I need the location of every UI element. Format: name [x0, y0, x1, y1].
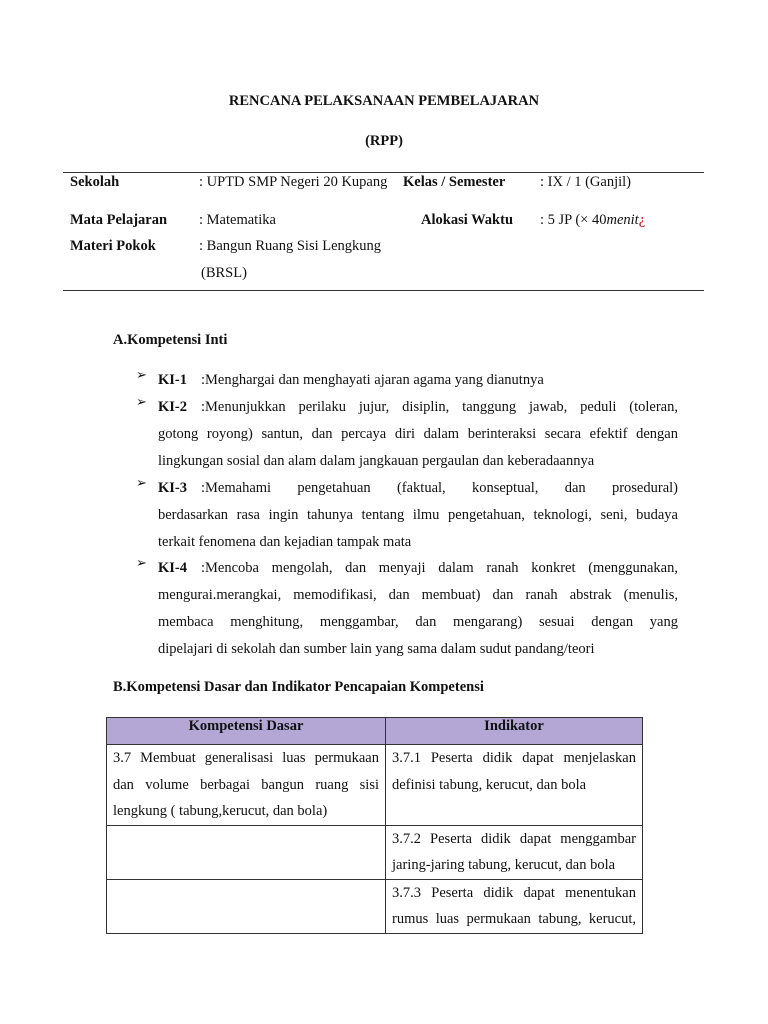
alokasi-times: × 40 — [580, 212, 607, 228]
ki-text: :Memahami pengetahuan (faktual, konseptual, dan prosedural) — [201, 480, 678, 496]
kd-line: 3.7 Membuat generalisasi luas permukaan — [113, 750, 379, 766]
ki-1-item — [136, 367, 678, 394]
kd-cell — [107, 825, 386, 879]
top-rule — [63, 172, 704, 173]
materi-label: Materi Pokok — [70, 238, 156, 254]
alokasi-value — [540, 212, 645, 229]
ki-text: berdasarkan rasa ingin tahunya tentang ilmu pengetahuan, teknologi, seni, budaya — [158, 507, 678, 523]
sekolah-label: Sekolah — [70, 174, 120, 190]
kd-indikator-table — [106, 717, 643, 934]
indikator-line: 3.7.3 Peserta didik dapat menentukan — [392, 884, 636, 901]
ki-text: mengurai.merangkai, memodifikasi, dan membuat) dan ranah abstrak (menulis, — [158, 587, 678, 603]
mapel-value: : Matematika — [199, 212, 276, 228]
materi-value-line2: (BRSL) — [201, 265, 247, 281]
alokasi-menit: menit — [606, 212, 639, 228]
kd-cell — [107, 745, 386, 826]
section-a-heading: A.Kompetensi Inti — [113, 332, 228, 348]
kd-line: dan volume berbagai bangun ruang sisi — [113, 776, 379, 793]
col-indikator: Indikator — [386, 718, 643, 745]
alokasi-jp: : 5 JP ( — [540, 212, 581, 228]
ki-text: terkait fenomena dan kejadian tampak mata — [158, 534, 412, 550]
table-row — [107, 745, 643, 826]
col-kompetensi-dasar: Kompetensi Dasar — [107, 718, 386, 745]
ki-text: membaca menghitung, menggambar, dan mengarang) sesuai dengan yang — [158, 614, 678, 630]
indikator-line: jaring-jaring tabung, kerucut, dan bola — [392, 857, 616, 873]
section-b-heading: B.Kompetensi Dasar dan Indikator Pencapaian Kompetensi — [113, 679, 484, 695]
kelas-label: Kelas / Semester — [403, 174, 506, 190]
ki-4-item — [136, 555, 678, 663]
indikator-line: rumus luas permukaan tabung, kerucut, — [392, 911, 636, 927]
alokasi-label: Alokasi Waktu — [421, 212, 514, 228]
ki-text: :Mencoba mengolah, dan menyaji dalam ranah konkret (menggunakan, — [201, 560, 678, 576]
ki-code: KI-3 — [158, 480, 187, 496]
ki-text: :Menunjukkan perilaku jujur, disiplin, tanggung jawab, peduli (toleran, — [201, 399, 678, 415]
mapel-label: Mata Pelajaran — [70, 212, 168, 228]
arrow-bullet-icon: ➢ — [136, 475, 147, 490]
ki-2-item — [136, 394, 678, 475]
ki-code: KI-4 — [158, 560, 187, 576]
indikator-line: definisi tabung, kerucut, dan bola — [392, 776, 587, 793]
ki-text: gotong royong) santun, dan percaya diri dalam berinteraksi secara efektif dengan — [158, 426, 678, 442]
arrow-bullet-icon: ➢ — [136, 367, 147, 382]
indikator-line: 3.7.1 Peserta didik dapat menjelaskan — [392, 750, 636, 766]
document-title: RENCANA PELAKSANAAN PEMBELAJARAN — [228, 93, 540, 109]
indikator-cell — [386, 825, 643, 879]
ki-text: :Menghargai dan menghayati ajaran agama yang dianutnya — [201, 372, 544, 388]
alokasi-mark: ¿ — [638, 212, 646, 228]
materi-value-line1: : Bangun Ruang Sisi Lengkung — [199, 238, 382, 254]
indikator-cell — [386, 745, 643, 826]
ki-code: KI-2 — [158, 399, 187, 415]
indikator-cell — [386, 879, 643, 933]
ki-text: dipelajari di sekolah dan sumber lain yang sama dalam sudut pandang/teori — [158, 641, 595, 657]
kd-line: lengkung ( tabung,kerucut, dan bola) — [113, 803, 328, 819]
ki-text: lingkungan sosial dan alam dalam jangkauan pergaulan dan keberadaannya — [158, 453, 595, 469]
ki-code: KI-1 — [158, 372, 187, 388]
table-row — [107, 879, 643, 933]
table-header-row — [107, 718, 643, 745]
sekolah-value: : UPTD SMP Negeri 20 Kupang — [199, 174, 388, 190]
ki-3-item — [136, 475, 678, 556]
bottom-rule — [63, 290, 704, 291]
arrow-bullet-icon: ➢ — [136, 394, 147, 409]
kelas-value: : IX / 1 (Ganjil) — [540, 174, 632, 190]
arrow-bullet-icon: ➢ — [136, 555, 147, 570]
document-subtitle: (RPP) — [365, 133, 403, 149]
table-row — [107, 825, 643, 879]
kd-cell — [107, 879, 386, 933]
indikator-line: 3.7.2 Peserta didik dapat menggambar — [392, 830, 636, 847]
